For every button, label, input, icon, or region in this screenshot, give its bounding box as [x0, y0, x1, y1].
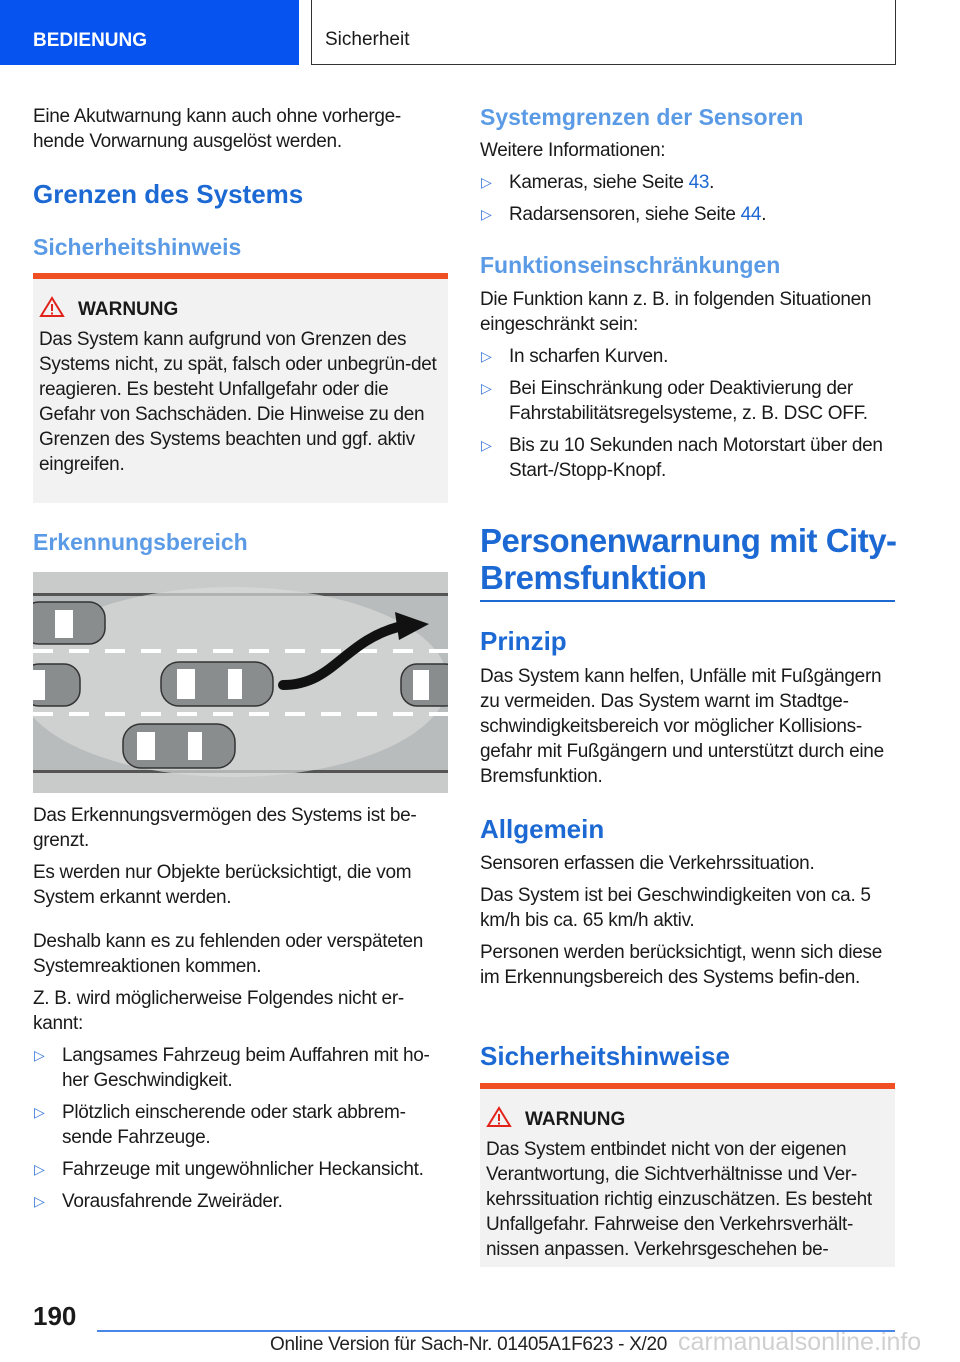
list-item: ▷ Bis zu 10 Sekunden nach Motorstart über den Start-/Stopp-Knopf. — [481, 435, 883, 481]
list-item: ▷ In scharfen Kurven. — [481, 346, 669, 367]
warning-title: WARNUNG — [78, 299, 179, 320]
paragraph: Die Funktion kann z. B. in folgenden Situationen eingeschränkt sein: — [480, 289, 872, 335]
list-item: ▷ Radarsensoren, siehe Seite 44. — [481, 204, 767, 225]
section-label: BEDIENUNG — [33, 30, 148, 51]
section-tab — [0, 0, 299, 65]
list-item: ▷ Fahrzeuge mit ungewöhnlicher Heckansicht. — [34, 1159, 424, 1180]
warning-text: Das System kann aufgrund von Grenzen des Systems nicht, zu spät, falsch oder unbegrün-det reagieren. Es besteht Unfallgefahr oder die Gefahr von Sachschäden. Die Hinweise zu den Grenzen des Systems beachten und ggf. aktiv eingreifen. — [39, 329, 437, 475]
list-item: ▷ Bei Einschränkung oder Deaktivierung der Fahrstabilitätsregelsysteme, z. B. DSC OFF. — [481, 378, 868, 424]
paragraph: Das System kann helfen, Unfälle mit Fußgängern zu vermeiden. Das System warnt im Stadtge-schwindigkeitsbereich vor möglicher Kollisions-gefahr mit Fußgängern und unterstützt durch eine Bremsfunktion. — [480, 666, 884, 787]
detection-range-illustration — [33, 572, 448, 793]
warning-triangle-icon — [486, 1106, 512, 1128]
list-item: ▷ Vorausfahrende Zweiräder. — [34, 1191, 283, 1212]
page-link-44[interactable]: 44 — [740, 204, 762, 225]
footer-online-version: Online Version für Sach-Nr. 01405A1F623 - X/20 — [270, 1334, 668, 1355]
paragraph: Das System ist bei Geschwindigkeiten von ca. 5 km/h bis ca. 65 km/h aktiv. — [480, 885, 871, 931]
list-item: ▷ Langsames Fahrzeug beim Auffahren mit ho-her Geschwindigkeit. — [34, 1045, 430, 1091]
paragraph: Z. B. wird möglicherweise Folgendes nicht er-kannt: — [33, 988, 404, 1034]
chapter-tab — [311, 0, 896, 65]
list-item: ▷ Plötzlich einscherende oder stark abbrem-sende Fahrzeuge. — [34, 1102, 406, 1148]
reference-list — [480, 170, 895, 227]
heading-sicherheitshinweis: Sicherheitshinweis — [33, 234, 242, 260]
warning-box — [480, 1083, 895, 1267]
warning-text: Das System entbindet nicht von der eigenen Verantwortung, die Sichtverhältnisse und Ver-kehrssituation richtig einzuschätzen. Es besteht Unfallgefahr. Fahrweise den Verkehrsverhält-nissen anpassen. Verkehrsgeschehen be- — [486, 1139, 872, 1260]
warning-title: WARNUNG — [525, 1109, 626, 1130]
heading-systemgrenzen: Systemgrenzen der Sensoren — [480, 104, 804, 130]
heading-personenwarnung: Personenwarnung mit City-Bremsfunktion — [480, 522, 897, 596]
page-link-43[interactable]: 43 — [688, 172, 710, 193]
heading-sicherheitshinweise: Sicherheitshinweise — [480, 1041, 730, 1071]
paragraph: Es werden nur Objekte berücksichtigt, die vom System erkannt werden. — [33, 862, 412, 908]
paragraph: Sensoren erfassen die Verkehrssituation. — [480, 853, 815, 874]
page-number: 190 — [33, 1301, 77, 1331]
paragraph: Deshalb kann es zu fehlenden oder verspäteten Systemreaktionen kommen. — [33, 931, 424, 977]
heading-erkennungsbereich: Erkennungsbereich — [33, 529, 248, 555]
heading-prinzip: Prinzip — [480, 626, 567, 656]
warning-box — [33, 273, 448, 503]
heading-grenzen: Grenzen des Systems — [33, 179, 304, 209]
paragraph: Personen werden berücksichtigt, wenn sich diese im Erkennungsbereich des Systems befin-den. — [480, 942, 883, 988]
paragraph: Das Erkennungsvermögen des Systems ist be-grenzt. — [33, 805, 417, 851]
intro-text: Eine Akutwarnung kann auch ohne vorherge-hende Vorwarnung ausgelöst werden. — [33, 106, 401, 152]
heading-divider — [480, 600, 895, 602]
watermark: carmanualsonline.info — [678, 1328, 922, 1356]
chapter-label: Sicherheit — [325, 29, 410, 50]
heading-funktionseinschraenkungen: Funktionseinschränkungen — [480, 252, 781, 278]
heading-allgemein: Allgemein — [480, 814, 605, 844]
list-item: ▷ Kameras, siehe Seite 43. — [481, 172, 715, 193]
bullet-list — [33, 1043, 448, 1214]
warning-triangle-icon — [39, 296, 65, 318]
bullet-list — [480, 344, 895, 483]
paragraph: Weitere Informationen: — [480, 140, 666, 161]
